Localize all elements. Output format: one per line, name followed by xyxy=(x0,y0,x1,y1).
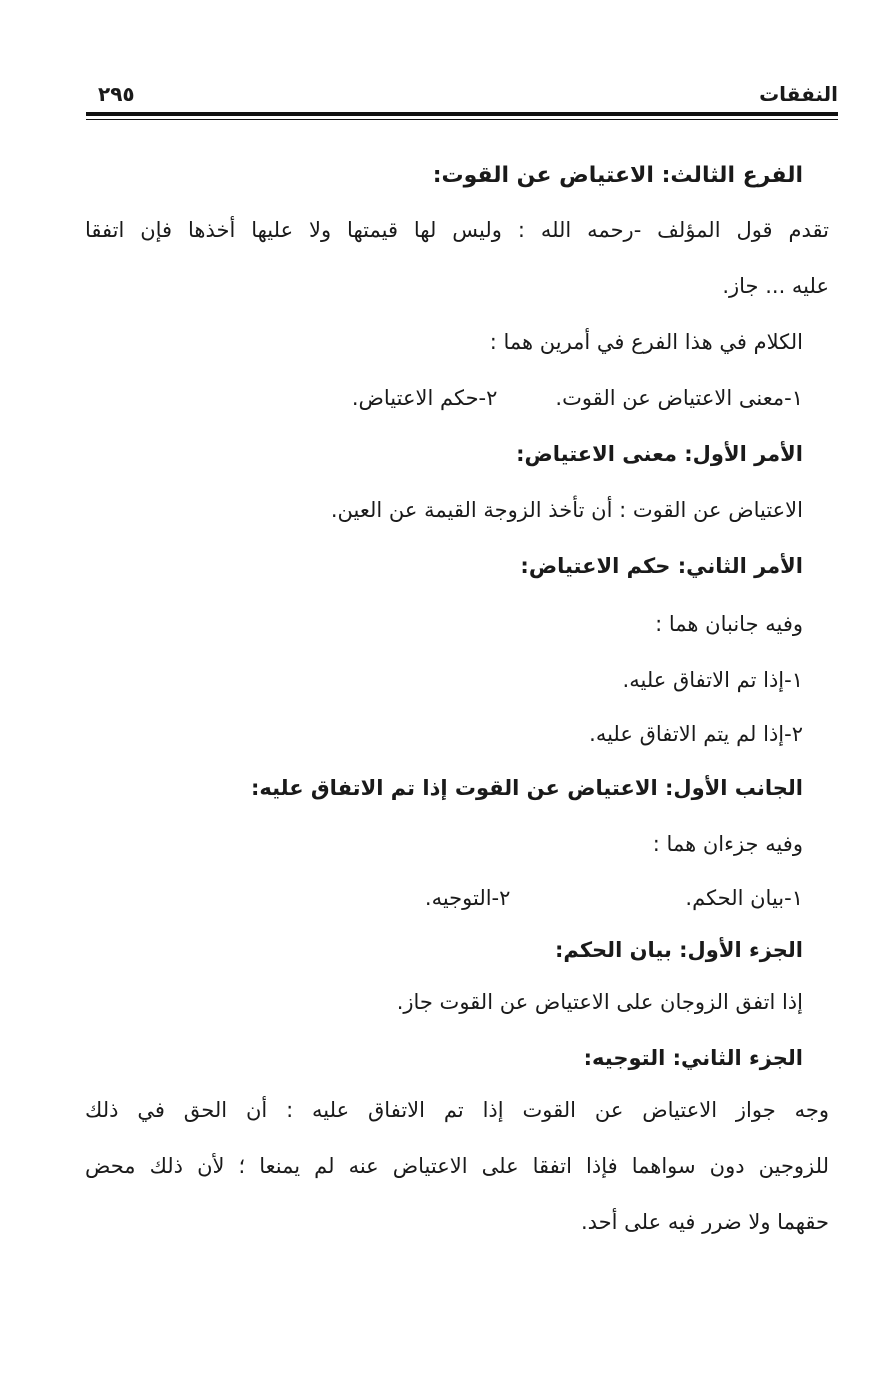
part-1-heading: الجزء الأول: بيان الحكم: xyxy=(554,938,803,962)
list-b xyxy=(53,880,803,916)
justification-line-2: للزوجين دون سواهما فإذا اتفقا على الاعتياض عنه لم يمنعا ؛ لأن ذلك محض xyxy=(85,1154,829,1178)
list-a xyxy=(53,380,803,416)
matter-1-text: الاعتياض عن القوت : أن تأخذ الزوجة القيمة عن العين. xyxy=(330,498,803,522)
quote-line-2: عليه ... جاز. xyxy=(722,274,829,298)
sides-intro: وفيه جانبان هما : xyxy=(655,612,803,636)
side-item-1: ١-إذا تم الاتفاق عليه. xyxy=(622,668,803,692)
running-header xyxy=(86,80,838,110)
side-1-heading: الجانب الأول: الاعتياض عن القوت إذا تم الاتفاق عليه: xyxy=(250,776,803,800)
list-a-item-1: ١-معنى الاعتياض عن القوت. xyxy=(555,386,803,410)
section-heading: الفرع الثالث: الاعتياض عن القوت: xyxy=(432,163,803,188)
part-item-2: ٢-التوجيه. xyxy=(424,886,511,910)
side-item-2: ٢-إذا لم يتم الاتفاق عليه. xyxy=(589,722,803,746)
matter-1-heading: الأمر الأول: معنى الاعتياض: xyxy=(516,442,803,466)
part-item-1: ١-بيان الحكم. xyxy=(685,886,803,910)
part-1-text: إذا اتفق الزوجان على الاعتياض عن القوت جاز. xyxy=(396,990,803,1014)
part-2-heading: الجزء الثاني: التوجيه: xyxy=(583,1046,803,1070)
intro-paragraph: الكلام في هذا الفرع في أمرين هما : xyxy=(489,330,803,354)
justification-line-3: حقهما ولا ضرر فيه على أحد. xyxy=(580,1210,829,1234)
header-rule-thin xyxy=(86,119,838,120)
chapter-title: النفقات xyxy=(759,82,838,106)
matter-2-heading: الأمر الثاني: حكم الاعتياض: xyxy=(520,554,803,578)
justification-line-1: وجه جواز الاعتياض عن القوت إذا تم الاتفاق عليه : أن الحق في ذلك xyxy=(85,1098,829,1122)
page-number: ٢٩٥ xyxy=(98,82,135,106)
header-rule-thick xyxy=(86,112,838,116)
list-a-item-2: ٢-حكم الاعتياض. xyxy=(351,386,498,410)
quote-line-1: تقدم قول المؤلف -رحمه الله : وليس لها قيمتها ولا عليها أخذها فإن اتفقا xyxy=(85,218,829,242)
parts-intro: وفيه جزءان هما : xyxy=(652,832,803,856)
